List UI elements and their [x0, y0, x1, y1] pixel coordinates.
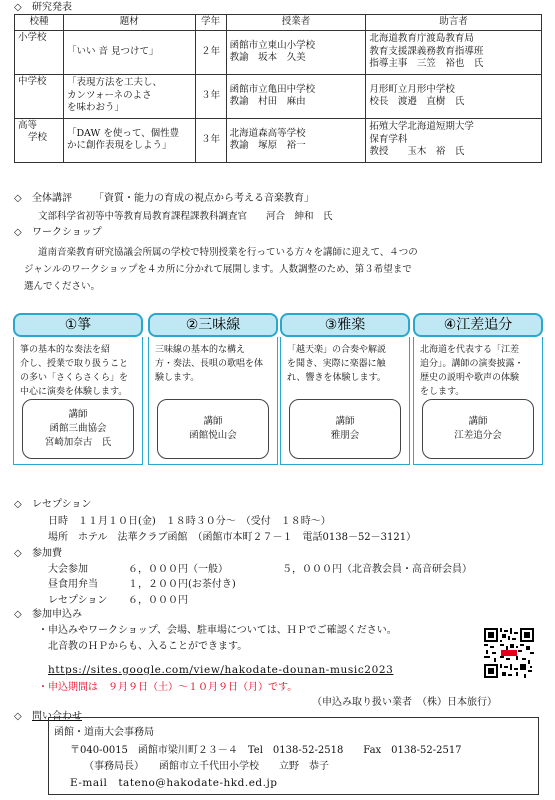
workshop-intro-line2: ジャンルのワークショップを４カ所に分かれて展開します。人数調整のため、第３希望まで — [24, 264, 412, 275]
fee-lunch-label: 昼食用弁当 — [48, 579, 98, 590]
workshop-card-koto — [13, 337, 143, 465]
diamond-icon: ◇ — [14, 609, 22, 620]
table-row — [15, 118, 542, 162]
qr-code-icon[interactable] — [484, 628, 534, 678]
column-header: 授業者 — [226, 15, 366, 31]
application-heading: ◇ 参加申込み — [14, 609, 82, 620]
teacher-name: 江差追分会 — [454, 430, 502, 441]
fee-conference-member: ５，０００円（北音教会員・高音研会員） — [282, 564, 472, 575]
teacher-name: 函館悦山会 — [189, 430, 237, 441]
application-info-line2: 北音教のＨＰからも、入ることができます。 — [48, 641, 248, 652]
school-cell: 高等 学校 — [15, 118, 64, 162]
teacher-box — [22, 399, 134, 459]
diamond-icon: ◇ — [14, 548, 22, 559]
contact-email[interactable]: E-mail tateno@hakodate-hkd.ed.jp — [70, 777, 278, 789]
workshop-card-gagaku — [280, 337, 410, 465]
teacher-label: 講師 — [203, 416, 223, 427]
application-period: ・申込期間は ９月９日（土）～１０月９日（月）です。 — [38, 682, 298, 693]
grade-cell: ３年 — [195, 118, 226, 162]
workshop-card-shamisen — [148, 337, 278, 465]
contact-person: （事務局長） 函館市立千代田小学校 立野 恭子 — [84, 761, 329, 772]
workshop-intro-line3: 選んでください。 — [24, 281, 101, 292]
presenter-cell: 函館市立東山小学校 教諭 坂本 久美 — [226, 30, 366, 74]
fee-conference-label: 大会参加 — [48, 564, 88, 575]
column-header: 題材 — [63, 15, 195, 31]
fee-lunch-value: １，２００円(お茶付き) — [128, 579, 236, 590]
lecture-speaker: 文部科学省初等中等教育局教育課程課教科調査官 河合 紳和 氏 — [38, 211, 333, 222]
workshop-card-description: 箏の基本的な奏法を紹 介し、授業で取り扱うこと の多い「さくらさくら」を 中心に演奏を体験します。 — [20, 345, 129, 397]
advisor-cell: 北海道教育庁渡島教育局 教育支援課義務教育指導班 指導主事 三笠 裕也 氏 — [366, 30, 542, 74]
contact-org: 函館・道南大会事務局 — [54, 727, 154, 738]
table-header-row — [15, 15, 542, 31]
school-cell: 小学校 — [15, 30, 64, 74]
fee-reception-label: レセプション — [48, 595, 108, 606]
table-row — [15, 74, 542, 118]
lecture-title: 「資質・能力の育成の視点から考える音楽教育」 — [94, 193, 314, 204]
workshop-intro-line1: 道南音楽教育研究協議会所属の学校で特別授業を行っている方々を講師に迎えて、４つの — [38, 247, 418, 258]
workshop-card-description: 北海道を代表する「江差 追分」。講師の演奏披露・ 歴史の説明や歌声の体験 をします。 — [420, 345, 524, 397]
workshop-card-description: 「越天楽」の合奏や解説 を聞き、実際に楽器に触 れ、響きを体験します。 — [287, 345, 387, 383]
teacher-name: 雅朋会 — [330, 430, 360, 441]
teacher-label: 講師 — [68, 409, 88, 420]
diamond-icon: ◇ — [14, 193, 22, 204]
teacher-box — [157, 399, 269, 459]
title-cell: 「いい 音 見つけて」 — [63, 30, 195, 74]
diamond-icon: ◇ — [14, 227, 22, 238]
column-header: 校種 — [15, 15, 64, 31]
fee-conference-general: ６，０００円（一般） — [128, 564, 228, 575]
workshop-card-gagaku-title: ③雅楽 — [280, 313, 410, 337]
workshop-card-shamisen-title: ②三味線 — [148, 313, 278, 337]
workshop-card-esashi — [413, 337, 543, 465]
teacher-box — [422, 399, 534, 459]
teacher-label: 講師 — [335, 416, 355, 427]
title-cell: 「表現方法を工夫し、 カンツォーネのよさ を味わおう」 — [63, 74, 195, 118]
grade-cell: ３年 — [195, 74, 226, 118]
reception-date: 日時 １１月１０日(金) １８時３０分～ （受付 １８時～） — [48, 516, 331, 527]
application-info-line1: ・申込みやワークショップ、会場、駐車場については、ＨＰでご確認ください。 — [38, 625, 397, 636]
presenter-cell: 函館市立亀田中学校 教諭 村田 麻由 — [226, 74, 366, 118]
workshop-card-description: 三味線の基本的な構え 方・奏法、長唄の歌唱を体 験します。 — [155, 345, 264, 383]
diamond-icon: ◇ — [14, 2, 22, 13]
workshop-card-koto-title: ①箏 — [13, 313, 143, 337]
presenter-cell: 北海道森高等学校 教諭 塚原 裕一 — [226, 118, 366, 162]
table-row — [15, 30, 542, 74]
reception-place: 場所 ホテル 法華クラブ函館 （函館市本町２７－１ 電話0138－52－3121） — [48, 532, 417, 543]
fee-reception-value: ６，０００円 — [128, 595, 188, 606]
contact-address: 〒040-0015 函館市梁川町２３－４ Tel 0138-52-2518 Fax 0138-52-2517 — [70, 745, 462, 756]
fees-heading: ◇ 参加費 — [14, 548, 62, 559]
research-heading: ◇ 研究発表 — [14, 2, 72, 13]
grade-cell: ２年 — [195, 30, 226, 74]
lecture-heading: ◇ 全体講評 「資質・能力の育成の視点から考える音楽教育」 — [14, 193, 314, 204]
application-agency: （申込み取り扱い業者 （株）日本旅行） — [312, 697, 497, 708]
diamond-icon: ◇ — [14, 499, 22, 510]
teacher-name: 函館三曲協会 宮崎加奈古 氏 — [44, 423, 112, 448]
contact-heading: ◇ 問い合わせ — [14, 711, 82, 722]
title-cell: 「DAW を使って、個性豊 かに創作表現をしよう」 — [63, 118, 195, 162]
teacher-box — [289, 399, 401, 459]
column-header: 助言者 — [366, 15, 542, 31]
school-cell: 中学校 — [15, 74, 64, 118]
workshop-heading: ◇ ワークショップ — [14, 227, 102, 238]
application-url-link[interactable]: https://sites.google.com/view/hakodate-dounan-music2023 — [48, 664, 394, 676]
reception-heading: ◇ レセプション — [14, 499, 92, 510]
column-header: 学年 — [195, 15, 226, 31]
research-table — [14, 14, 542, 163]
teacher-label: 講師 — [468, 416, 488, 427]
workshop-card-esashi-title: ④江差追分 — [413, 313, 543, 337]
diamond-icon: ◇ — [14, 711, 22, 722]
advisor-cell: 月形町立月形中学校 校長 渡邉 直樹 氏 — [366, 74, 542, 118]
advisor-cell: 拓殖大学北海道短期大学 保育学科 教授 玉木 裕 氏 — [366, 118, 542, 162]
